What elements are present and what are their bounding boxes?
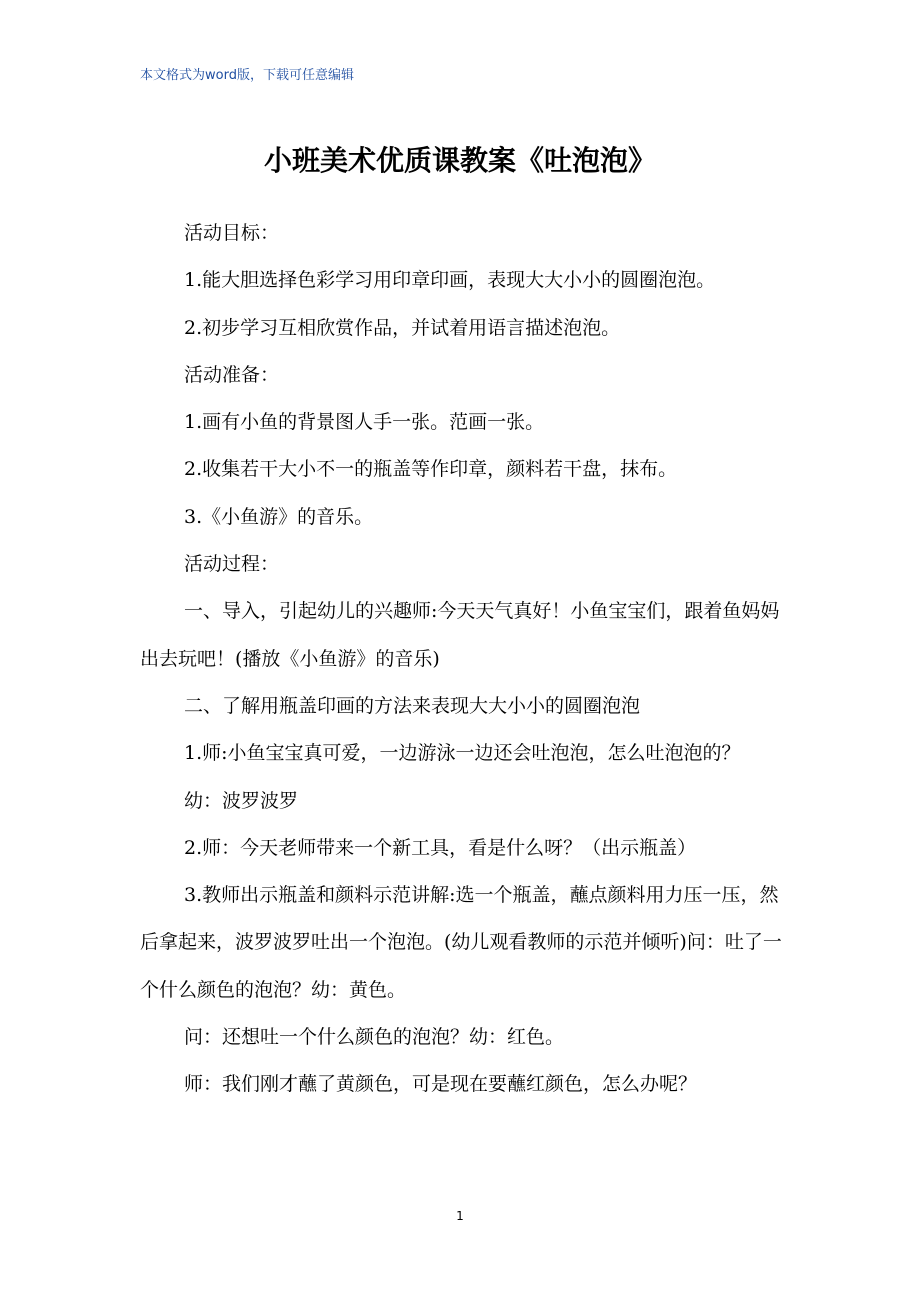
paragraph: 2.师：今天老师带来一个新工具，看是什么呀？（出示瓶盖）	[184, 836, 697, 859]
paragraph: 2.初步学习互相欣赏作品，并试着用语言描述泡泡。	[184, 316, 621, 339]
paragraph: 幼：波罗波罗	[184, 789, 299, 812]
paragraph: 3.《小鱼游》的音乐。	[184, 505, 374, 528]
paragraph: 师：我们刚才蘸了黄颜色，可是现在要蘸红颜色，怎么办呢？	[184, 1073, 698, 1096]
document-title: 小班美术优质课教案《吐泡泡》	[263, 144, 656, 177]
paragraph: 1.能大胆选择色彩学习用印章印画，表现大大小小的圆圈泡泡。	[184, 269, 716, 292]
paragraph: 问：还想吐一个什么颜色的泡泡？幼：红色。	[184, 1026, 565, 1049]
paragraph: 1.师:小鱼宝宝真可爱，一边游泳一边还会吐泡泡，怎么吐泡泡的？	[184, 742, 741, 765]
document-body	[140, 210, 790, 1109]
paragraph: 3.教师出示瓶盖和颜料示范讲解:选一个瓶盖，蘸点颜料用力压一压，然后拿起来，波罗波罗吐出一个泡泡。(幼儿观看教师的示范并倾听)问：吐了一个什么颜色的泡泡？幼：黄色。	[140, 884, 782, 1001]
paragraph: 1.画有小鱼的背景图人手一张。范画一张。	[184, 411, 545, 434]
paragraph: 二、了解用瓶盖印画的方法来表现大大小小的圆圈泡泡	[184, 694, 641, 717]
document-header-note: 本文格式为word版，下载可任意编辑	[140, 68, 354, 83]
page-number: 1	[456, 1209, 464, 1223]
paragraph: 2.收集若干大小不一的瓶盖等作印章，颜料若干盘，抹布。	[184, 458, 678, 481]
paragraph: 活动准备：	[184, 363, 280, 386]
paragraph: 一、导入，引起幼儿的兴趣师:今天天气真好！小鱼宝宝们，跟着鱼妈妈出去玩吧！(播放《小鱼游》的音乐)	[140, 600, 780, 670]
paragraph: 活动目标：	[184, 222, 280, 244]
paragraph: 活动过程：	[184, 553, 280, 576]
